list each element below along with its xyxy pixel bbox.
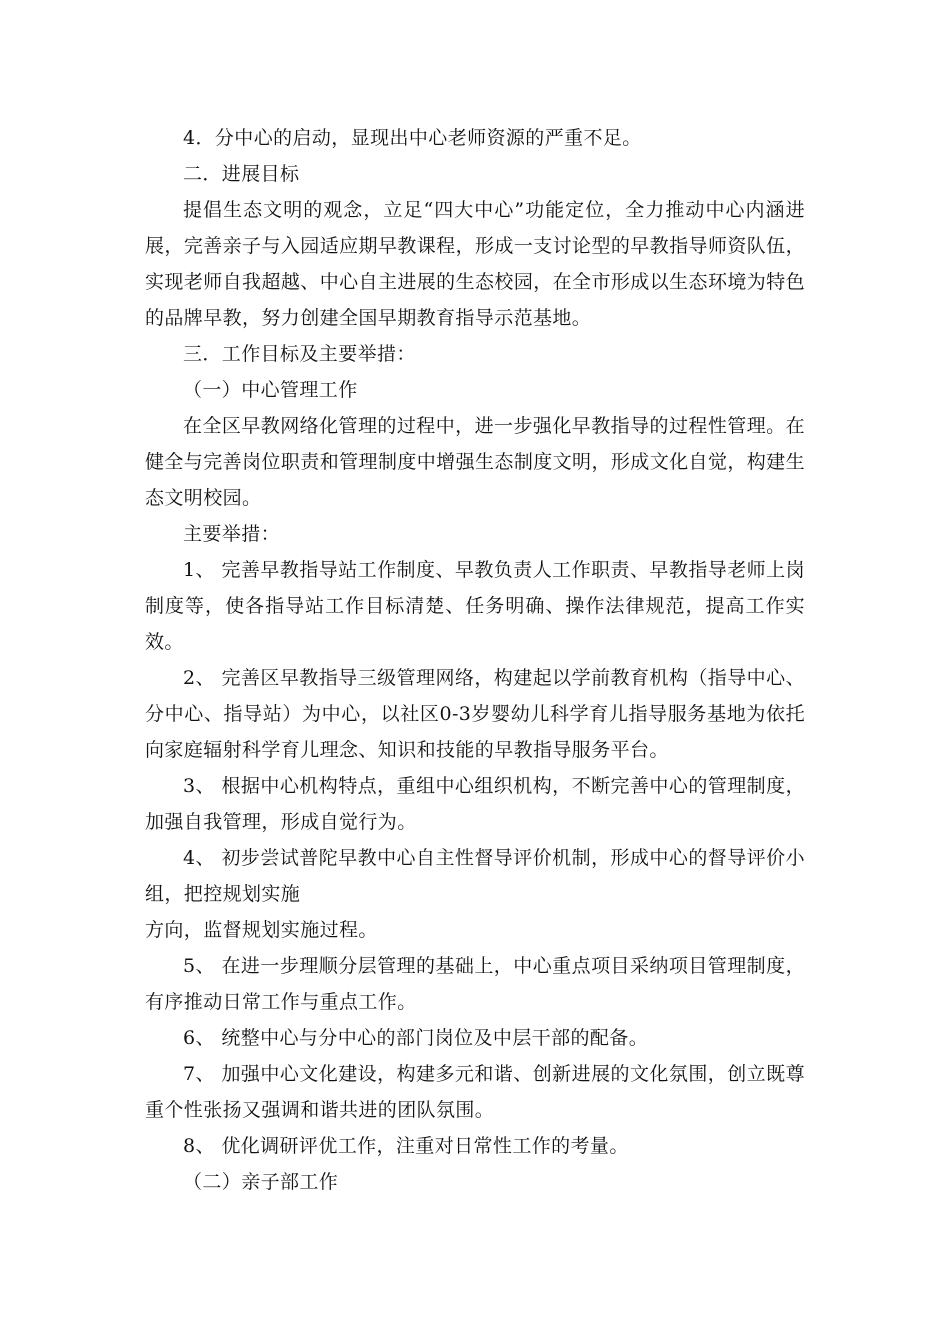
measure-item-2: 2、 完善区早教指导三级管理网络，构建起以学前教育机构（指导中心、分中心、指导站）为中心，以社区0-3岁婴幼儿科学育儿指导服务基地为依托向家庭辐射科学育儿理念、知识和技能的早教指导服务平台。 xyxy=(145,667,805,761)
paragraph-goals: 提倡生态文明的观念，立足“四大中心”功能定位，全力推动中心内涵进展，完善亲子与入园适应期早教课程，形成一支讨论型的早教指导师资队伍，实现老师自我超越、中心自主进展的生态校园，在全市形成以生态环境为特色的品牌早教，努力创建全国早期教育指导示范基地。 xyxy=(145,199,805,329)
paragraph-item-4: 4．分中心的启动，显现出中心老师资源的严重不足。 xyxy=(183,127,642,149)
measures-label: 主要举措： xyxy=(183,523,281,545)
measure-item-6: 6、 统整中心与分中心的部门岗位及中层干部的配备。 xyxy=(183,1027,649,1049)
measure-item-7: 7、 加强中心文化建设，构建多元和谐、创新进展的文化氛围，创立既尊重个性张扬又强调和谐共进的团队氛围。 xyxy=(145,1063,805,1121)
section-heading-2: 二．进展目标 xyxy=(183,163,300,185)
document-body xyxy=(145,120,805,1200)
measure-item-1: 1、 完善早教指导站工作制度、早教负责人工作职责、早教指导老师上岗制度等，使各指导站工作目标清楚、任务明确、操作法律规范，提高工作实效。 xyxy=(145,559,805,653)
subsection-heading-2: （二）亲子部工作 xyxy=(183,1171,339,1193)
measure-item-4-continued: 方向，监督规划实施过程。 xyxy=(145,919,378,941)
measure-item-8: 8、 优化调研评优工作，注重对日常性工作的考量。 xyxy=(183,1135,629,1157)
measure-item-5: 5、 在进一步理顺分层管理的基础上，中心重点项目采纳项目管理制度，有序推动日常工作与重点工作。 xyxy=(145,955,805,1013)
subsection-heading-1: （一）中心管理工作 xyxy=(183,379,358,401)
measure-item-4: 4、 初步尝试普陀早教中心自主性督导评价机制，形成中心的督导评价小组，把控规划实施 xyxy=(145,847,805,905)
section-heading-3: 三．工作目标及主要举措： xyxy=(183,343,416,365)
paragraph-management: 在全区早教网络化管理的过程中，进一步强化早教指导的过程性管理。在健全与完善岗位职责和管理制度中增强生态制度文明，形成文化自觉，构建生态文明校园。 xyxy=(145,415,805,509)
measure-item-3: 3、 根据中心机构特点，重组中心组织机构，不断完善中心的管理制度，加强自我管理，形成自觉行为。 xyxy=(145,775,805,833)
